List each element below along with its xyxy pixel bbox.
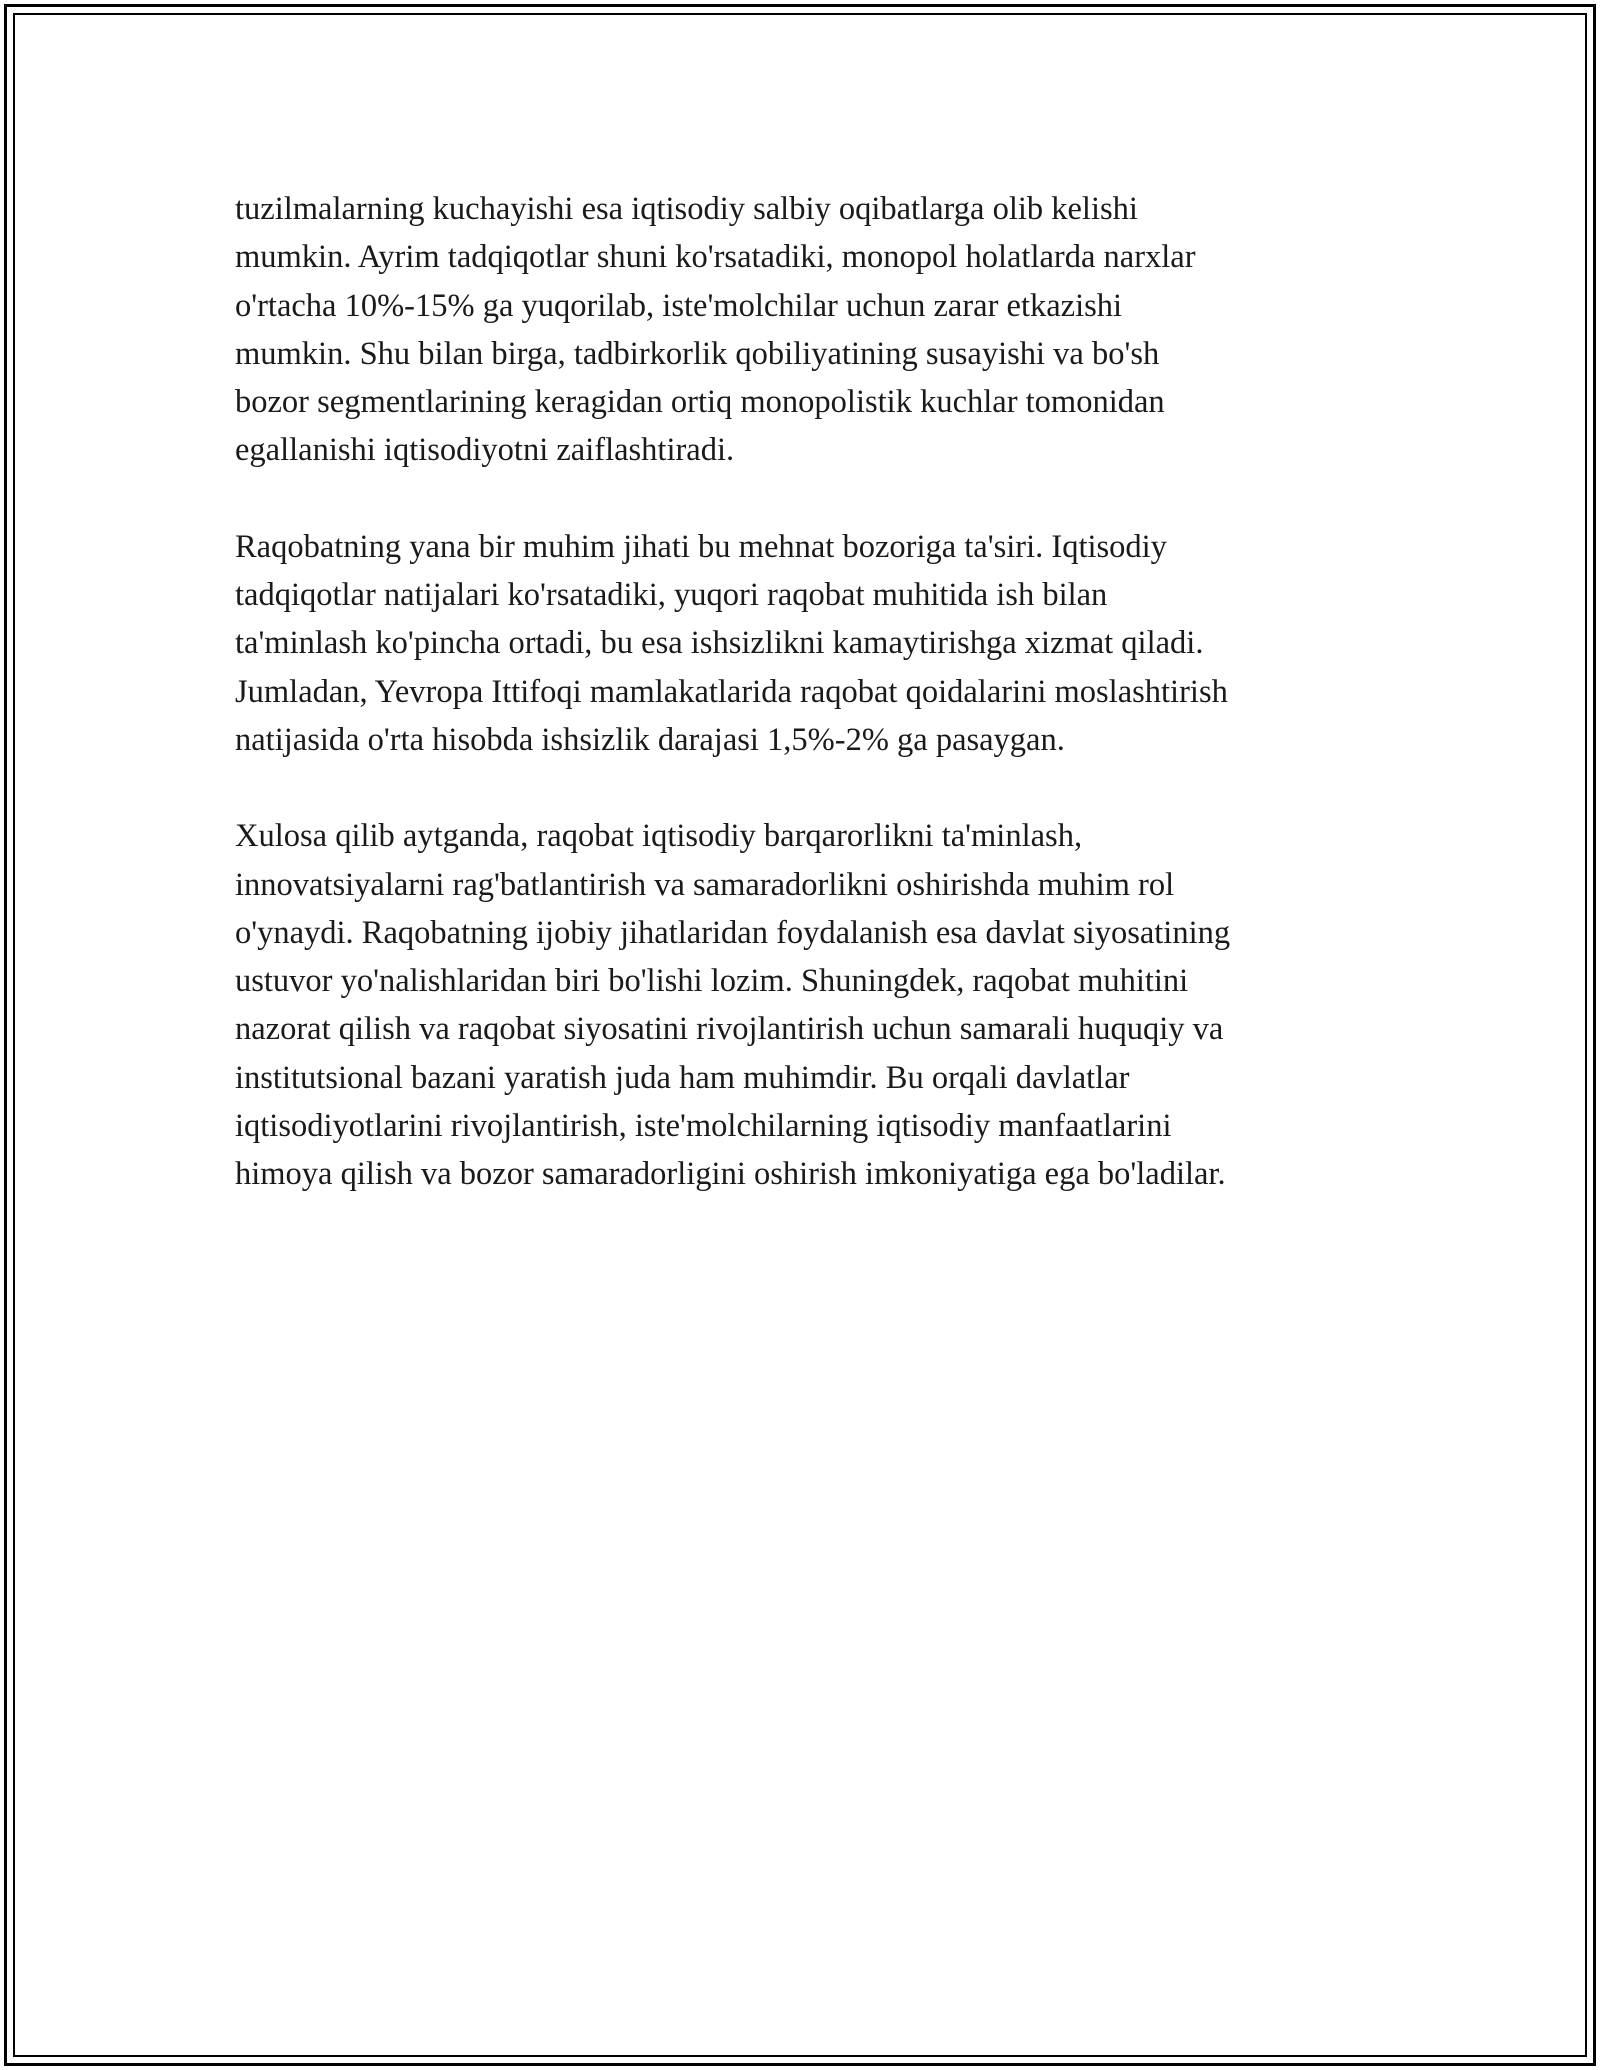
text-line: innovatsiyalarni rag'batlantirish va samaradorlikni oshirishda muhim rol (235, 866, 1175, 903)
text-line: Jumladan, Yevropa Ittifoqi mamlakatlarida raqobat qoidalarini moslashtirish (235, 673, 1228, 710)
text-line: mumkin. Ayrim tadqiqotlar shuni ko'rsatadiki, monopol holatlarda narxlar (235, 239, 1196, 276)
text-line: Xulosa qilib aytganda, raqobat iqtisodiy barqarorlikni ta'minlash, (235, 818, 1083, 855)
text-line: himoya qilish va bozor samaradorligini oshirish imkoniyatiga ega bo'ladilar. (235, 1156, 1226, 1193)
document-body (235, 185, 1375, 1247)
text-line: Raqobatning yana bir muhim jihati bu mehnat bozoriga ta'siri. Iqtisodiy (235, 528, 1167, 565)
text-line: bozor segmentlarining keragidan ortiq monopolistik kuchlar tomonidan (235, 384, 1165, 421)
text-line: nazorat qilish va raqobat siyosatini rivojlantirish uchun samarali huquqiy va (235, 1011, 1224, 1048)
text-line: mumkin. Shu bilan birga, tadbirkorlik qobiliyatining susayishi va bo'sh (235, 335, 1160, 372)
text-line: o'rtacha 10%-15% ga yuqorilab, iste'molchilar uchun zarar etkazishi (235, 287, 1123, 324)
text-line: ta'minlash ko'pincha ortadi, bu esa ishsizlikni kamaytirishga xizmat qiladi. (235, 625, 1204, 662)
text-line: ustuvor yo'nalishlaridan biri bo'lishi lozim. Shuningdek, raqobat muhitini (235, 963, 1189, 1000)
text-line: o'ynaydi. Raqobatning ijobiy jihatlaridan foydalanish esa davlat siyosatining (235, 914, 1231, 951)
text-line: natijasida o'rta hisobda ishsizlik darajasi 1,5%-2% ga pasaygan. (235, 721, 1065, 758)
text-line: tuzilmalarning kuchayishi esa iqtisodiy salbiy oqibatlarga olib kelishi (235, 191, 1138, 227)
paragraph-monopoly-effects (235, 185, 1375, 475)
text-line: tadqiqotlar natijalari ko'rsatadiki, yuqori raqobat muhitida ish bilan (235, 577, 1108, 614)
text-line: iqtisodiyotlarini rivojlantirish, iste'molchilarning iqtisodiy manfaatlarini (235, 1108, 1172, 1145)
paragraph-conclusion (235, 812, 1375, 1198)
text-line: egallanishi iqtisodiyotni zaiflashtiradi. (235, 432, 735, 469)
paragraph-labor-market (235, 523, 1375, 764)
text-line: institutsional bazani yaratish juda ham muhimdir. Bu orqali davlatlar (235, 1059, 1130, 1096)
